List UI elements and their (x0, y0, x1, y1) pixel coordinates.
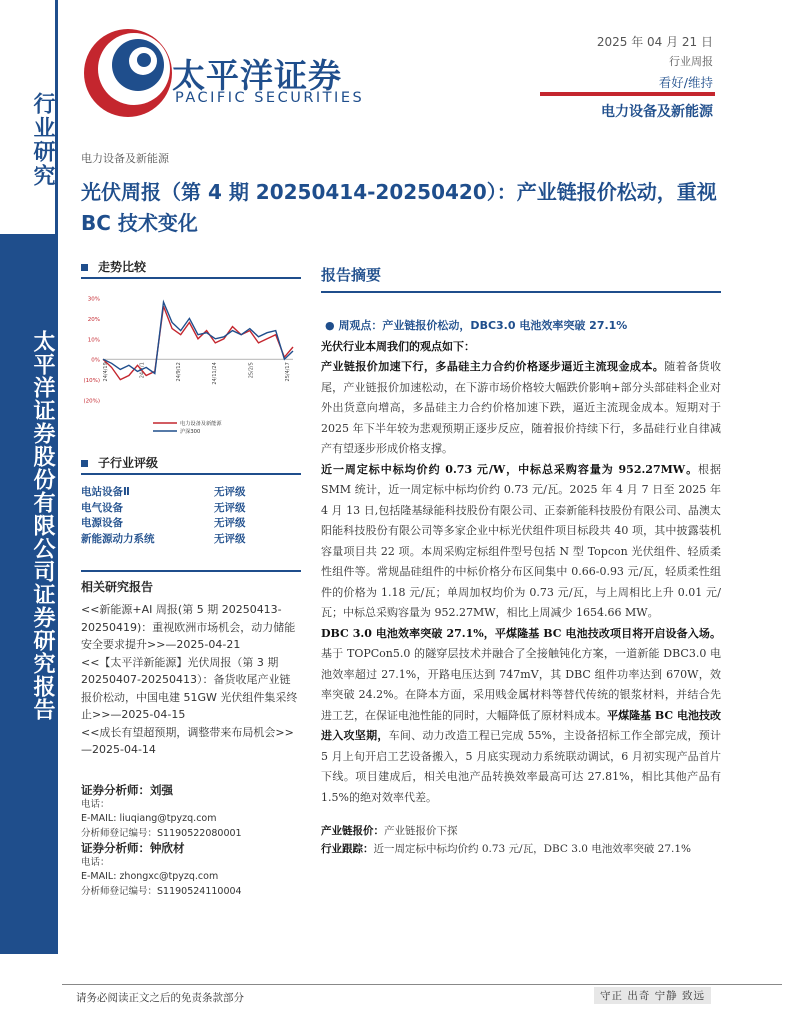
abstract-body (321, 316, 721, 858)
brand-name-en: PACIFIC SECURITIES (175, 90, 365, 106)
abstract-paragraph-2 (321, 460, 721, 624)
related-report-item[interactable]: <<成长有望超预期，调整带来布局机会>>—2025-04-14 (81, 725, 294, 756)
x-tick-label: 25/4/17 (285, 362, 291, 382)
sub-industry-name: 电源设备 (81, 517, 123, 529)
y-tick-label: (10%) (83, 378, 100, 385)
analyst-title: 证券分析师：刘强 (81, 783, 173, 797)
related-reports-list (81, 601, 301, 759)
trend-rule (81, 277, 301, 279)
paragraph-3-lead: DBC 3.0 电池效率突破 27.1%，平煤隆基 BC 电池技改项目将开启设备入场。 (321, 626, 721, 640)
pricing-label: 产业链报价： (321, 825, 384, 837)
sub-industry-list (81, 485, 301, 547)
sidebar-top-label: 行业研究 (30, 92, 55, 188)
analyst-email[interactable]: E-MAIL: zhongxc@tpyzq.com (81, 871, 219, 882)
paragraph-3-text-2: 车间、动力改造工程已完成 55%，主设备招标工作全部完成，预计 5 月上旬开启工艺设备搬入，5 月底实现动力系统联动调试，6 月初实现产品首片下线。项目建成后，相关电池产品转换效率最高可达 27.81%，相比其他产品有 1.5%的绝对效率代差。 (321, 729, 722, 804)
sub-industry-rating: 无评级 (214, 486, 246, 498)
paragraph-2-text: 根据 SMM 统计，近一周定标中标均价约 0.73 元/瓦。2025 年 4 月 7 日至 2025 年 4 月 13 日,包括隆基绿能科技股份有限公司、正泰新能科技股份有限公司、晶澳太阳能科技股份有限公司等多家企业中标光伏组件项目标段共 40 项，其中披露装机容量项目共 22 项。本周采购定标组件型号包括 N 型 Topcon 光伏组件、轻质柔性组件等。常规晶硅组件的中标价格分布区间集中 0.66-0.93 元/瓦，轻质柔性组件的价格为 1.18 元/瓦；单周加权均价为 0.73 元/瓦，与上周相比上升 0.01 元/瓦；中标总采购容量为 952.27MW，相比上周减少 1654.66 MW。 (321, 462, 721, 619)
abstract-intro (321, 337, 721, 358)
sub-industry-row (81, 532, 301, 548)
report-type: 行业周报 (669, 55, 713, 68)
paragraph-1-lead: 产业链报价加速下行，多晶硅主力合约价格逐步逼近主流现金成本。 (321, 360, 665, 373)
paragraph-3-text: 基于 TOPCon5.0 的隧穿层技术并融合了全接触钝化方案，一道新能 DBC3.0 电池效率超过 27.1%，开路电压达到 747mV，其 DBC 组件功率达到 670W，效率突破 24.2%。在降本方面，采用贱金属材料等替代传统的银浆材料，并结合先进工艺，在保证电池性能的同时，大幅降低了原材料成本。 (321, 647, 721, 722)
sub-industry-heading-text: 子行业评级 (98, 456, 159, 470)
sub-industry-rating: 无评级 (214, 532, 246, 545)
footer-disclaimer: 请务必阅读正文之后的免责条款部分 (76, 992, 244, 1004)
logo-emblem-icon (78, 18, 178, 128)
sub-industry-rating: 无评级 (214, 517, 246, 529)
abstract-intro-text: 光伏行业本周我们的观点如下： (321, 339, 475, 353)
analysts-block (81, 783, 301, 899)
paragraph-1-text: 随着备货收尾，产业链报价加速松动，在下游市场价格较大幅跌价影响+部分头部硅料企业对外出货意向增高，多晶硅主力合约价格加速下跌，逼近主流现金成本。短期对于 2025 年下半年较为悲观预期正逐步反应，随着报价持续下行，多晶硅行业自律减产有望逐步形成价格支撑。 (321, 360, 721, 455)
sub-industry-heading (81, 454, 158, 471)
sub-industry-name: 电站设备Ⅱ (81, 486, 130, 498)
square-bullet-icon (81, 460, 88, 467)
analyst-registration: 分析师登记编号：S1190524110004 (81, 885, 242, 897)
sidebar-company-label: 太平洋证券股份有限公司证券研究报告 (30, 330, 55, 721)
footer-motto: 守正 出奇 宁静 致远 (594, 987, 711, 1004)
bullet-icon: ● (325, 319, 339, 332)
header-accent-bar (540, 92, 715, 96)
x-tick-label: 24/11/24 (212, 362, 219, 385)
tracking-text: 近一周定标中标均价约 0.73 元/瓦，DBC 3.0 电池效率突破 27.1% (373, 843, 692, 855)
x-tick-label: 24/7/1 (139, 362, 146, 379)
sub-industry-name: 新能源动力系统 (81, 532, 155, 545)
y-tick-label: 0% (91, 357, 100, 364)
x-tick-label: 24/9/12 (175, 362, 182, 382)
y-tick-label: (20%) (83, 398, 100, 405)
sub-industry-rating: 无评级 (214, 501, 246, 514)
related-report-item[interactable]: <<新能源+AI 周报(第 5 期 20250413-20250419)：重视欧洲市场机会，动力储能安全要求提升>>—2025-04-21 (81, 603, 296, 651)
left-sidebar (0, 0, 58, 1024)
abstract-heading: 报告摘要 (321, 266, 382, 284)
tracking-label: 行业跟踪： (321, 843, 374, 855)
report-rating: 看好/维持 (658, 75, 713, 90)
y-tick-label: 10% (87, 337, 100, 344)
analyst-title: 证券分析师：钟欣材 (81, 841, 185, 855)
tracking-line (321, 840, 721, 858)
abstract-rule (321, 291, 721, 293)
x-tick-label: 25/2/5 (248, 362, 255, 379)
analyst-phone: 电话： (81, 798, 110, 810)
sub-industry-name: 电气设备 (81, 501, 123, 514)
sub-industry-row (81, 485, 301, 501)
y-tick-label: 30% (87, 296, 100, 303)
weekly-view-text: 周观点：产业链报价松动，DBC3.0 电池效率突破 27.1% (338, 319, 628, 332)
y-tick-label: 20% (87, 316, 100, 323)
sub-industry-row (81, 516, 301, 532)
trend-heading-text: 走势比较 (98, 260, 147, 274)
footer-rule (62, 984, 782, 985)
x-tick-label: 24/4/19 (103, 362, 109, 382)
analyst-phone: 电话： (81, 856, 110, 868)
legend-label: 电力设备及新能源 (180, 421, 222, 427)
trend-heading (81, 258, 146, 275)
pricing-line (321, 822, 721, 840)
brand-name-cn: 太平洋证券 (172, 56, 342, 95)
abstract-paragraph-3 (321, 624, 721, 809)
sub-industry-rule (81, 473, 301, 475)
pricing-text: 产业链报价下探 (384, 825, 458, 837)
category-tag: 电力设备及新能源 (81, 152, 169, 165)
paragraph-3-lead-2: 平煤隆基 BC 电池技改进入攻坚期， (321, 708, 721, 742)
sub-industry-row (81, 501, 301, 517)
analyst-registration: 分析师登记编号：S1190522080001 (81, 827, 242, 839)
related-top-rule (81, 570, 301, 572)
report-title: 光伏周报（第 4 期 20250414-20250420）：产业链报价松动，重视 BC 技术变化 (81, 180, 717, 235)
related-report-item[interactable]: <<【太平洋新能源】光伏周报（第 3 期 20250407-20250413）：备货收尾产业链报价松动，中国电建 51GW 光伏组件集采终止>>—2025-04-15 (81, 655, 298, 721)
paragraph-2-lead: 近一周定标中标均价约 0.73 元/W，中标总采购容量为 952.27MW。 (321, 462, 699, 476)
related-heading: 相关研究报告 (81, 580, 154, 594)
legend-label: 沪深300 (180, 429, 201, 435)
weekly-view (321, 316, 721, 337)
report-date: 2025 年 04 月 21 日 (596, 35, 713, 49)
analyst-email[interactable]: E-MAIL: liuqiang@tpyzq.com (81, 813, 217, 824)
abstract-paragraph-1 (321, 357, 721, 460)
report-industry: 电力设备及新能源 (601, 104, 713, 120)
square-bullet-icon (81, 264, 88, 271)
series-line-0 (103, 306, 293, 382)
trend-chart (81, 290, 301, 445)
